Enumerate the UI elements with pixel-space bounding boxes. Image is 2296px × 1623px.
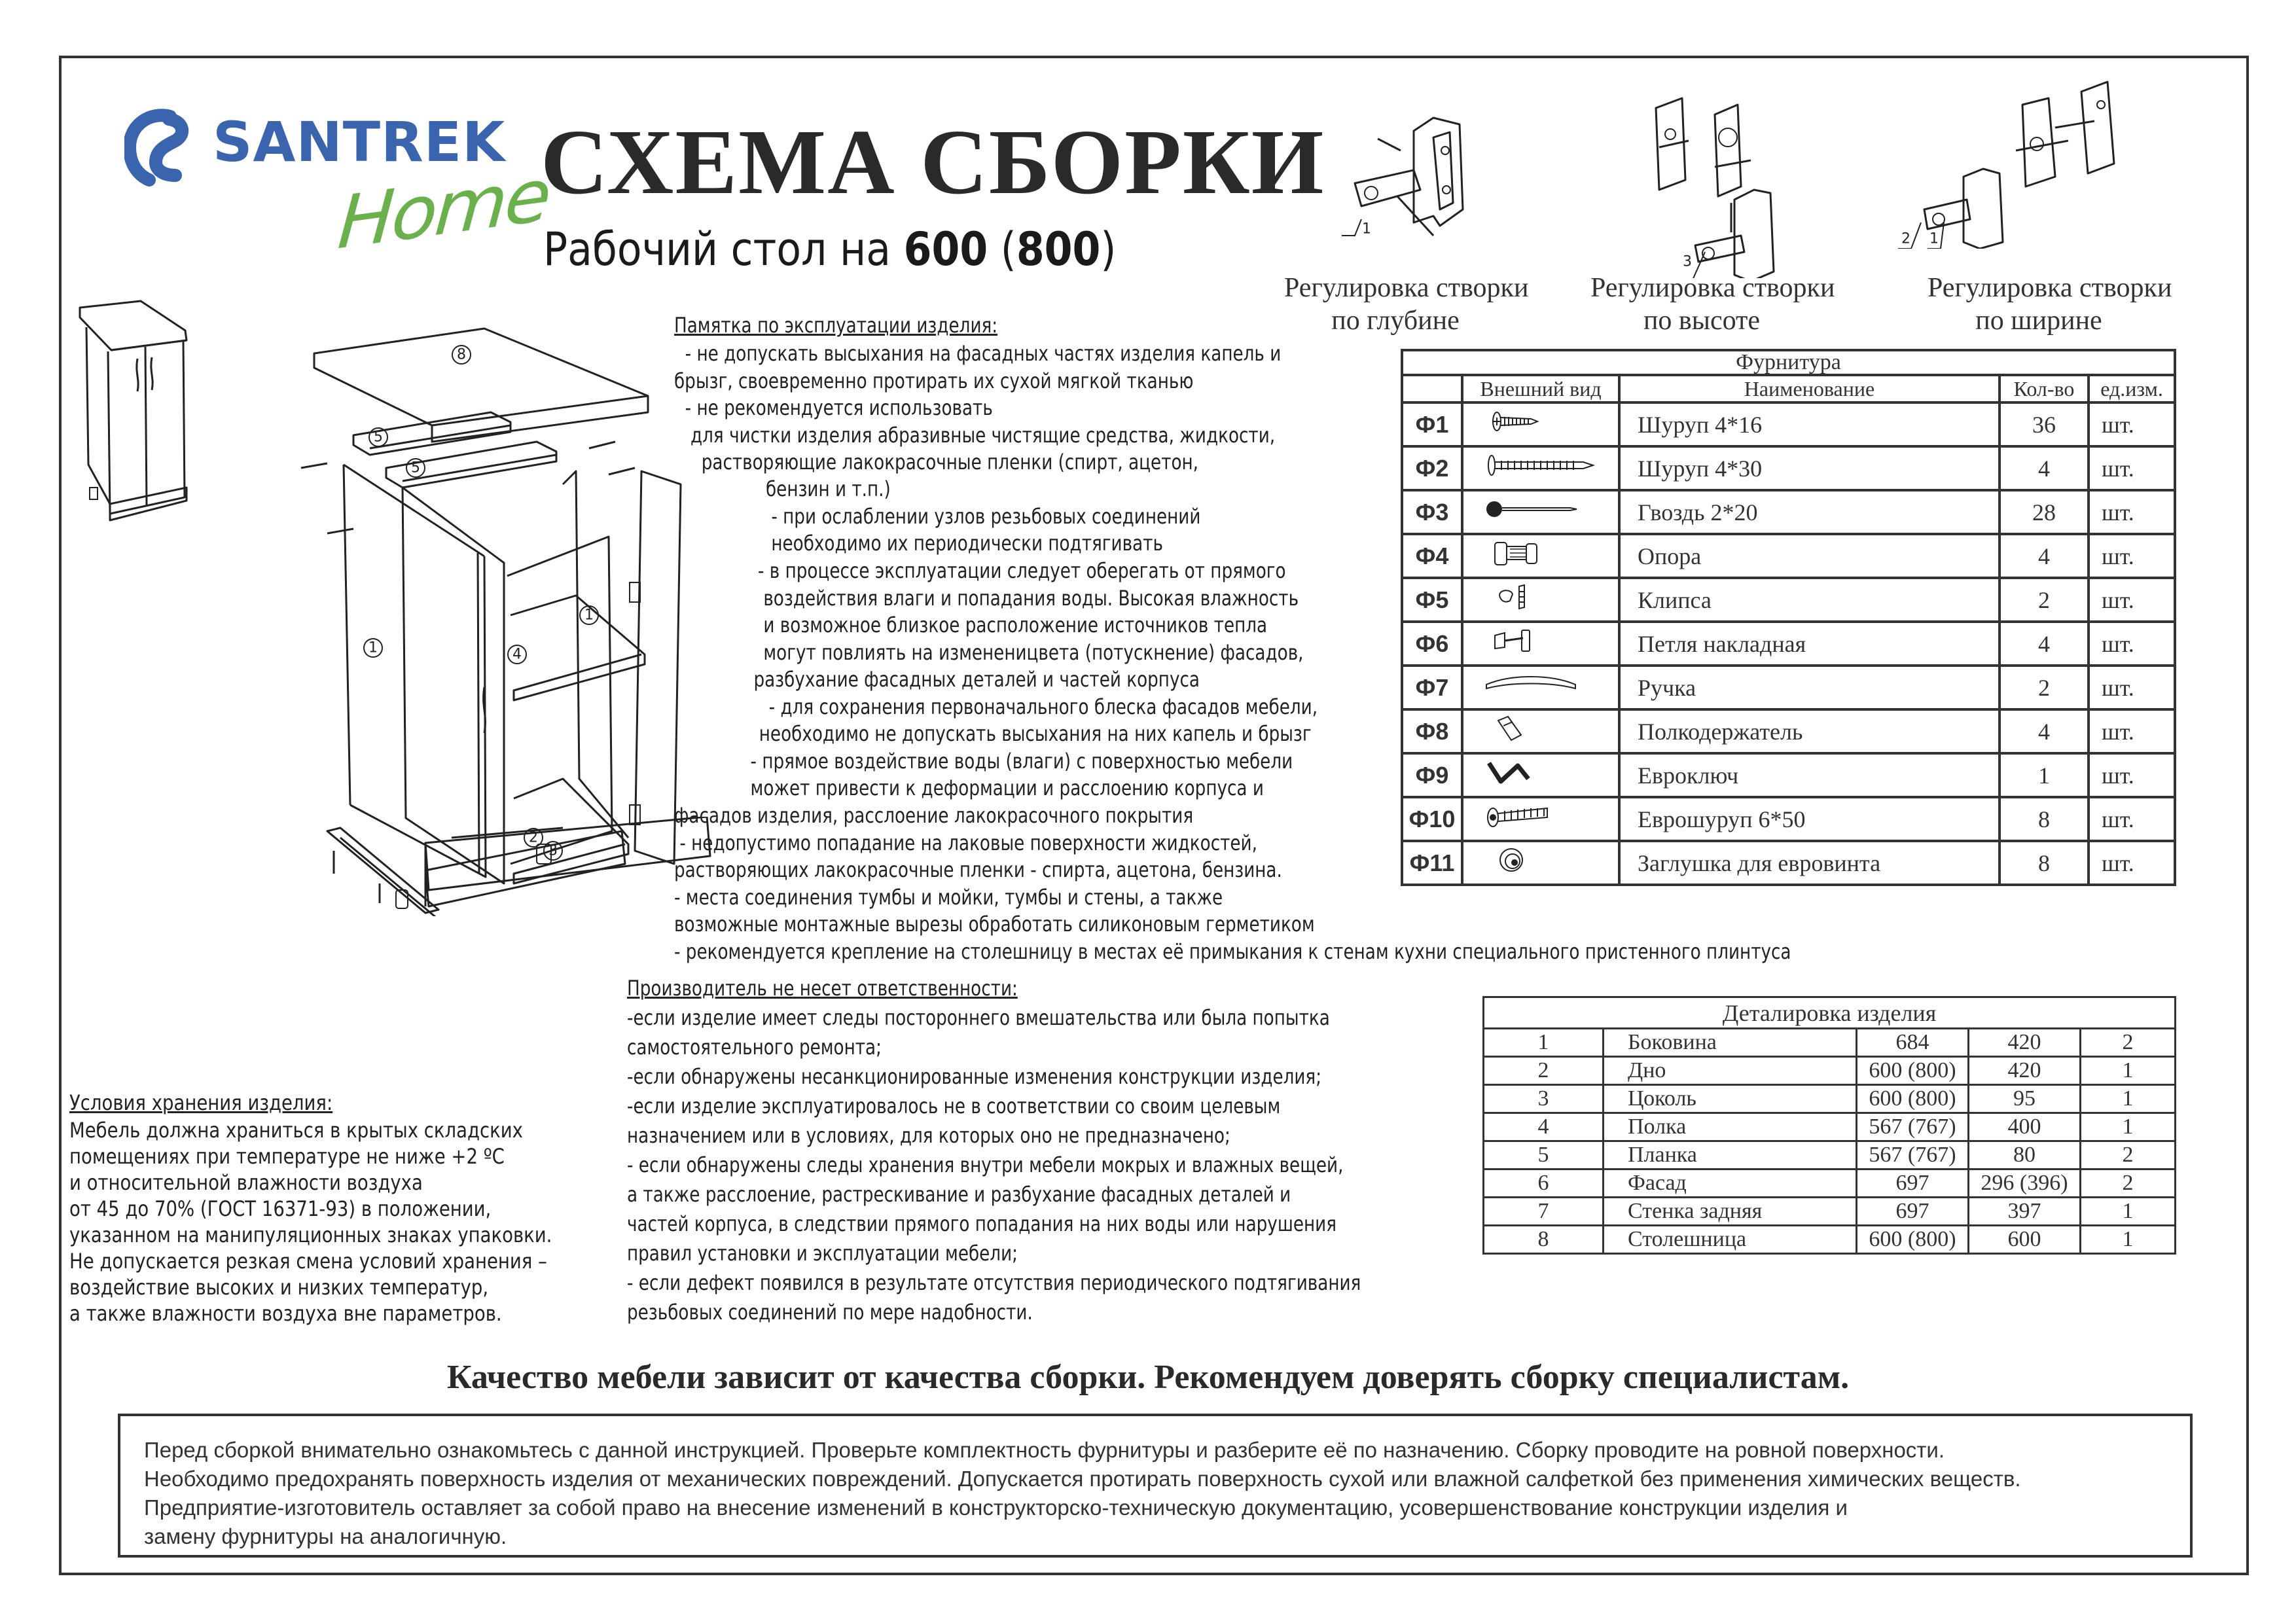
part-label-1a: 1 (368, 639, 378, 656)
fitting-code: Ф2 (1402, 446, 1462, 490)
part-length: 567 (767) (1857, 1113, 1969, 1141)
part-count: 1 (2081, 1198, 2176, 1226)
part-label-5a: 5 (374, 429, 383, 446)
part-length: 697 (1857, 1169, 1969, 1198)
parts-row (1484, 1169, 2176, 1198)
part-count: 1 (2081, 1057, 2176, 1085)
fitting-qty: 4 (2000, 446, 2089, 490)
fitting-image (1462, 753, 1619, 797)
fitting-code: Ф9 (1402, 753, 1462, 797)
plinth-panel-drawing (419, 817, 713, 895)
fitting-image (1462, 622, 1619, 666)
screw-cap-icon (1485, 847, 1596, 873)
hinge-width-caption-line2: по ширине (1975, 306, 2102, 336)
storage-lines (69, 1117, 552, 1327)
fitting-qty: 4 (2000, 534, 2089, 578)
care-memo-line: воздействия влаги и попадания воды. Высокая влажность (758, 585, 1299, 611)
fitting-qty: 4 (2000, 622, 2089, 666)
care-memo-line: фасадов изделия, расслоение лакокрасочного покрытия (674, 803, 1194, 828)
fitting-name: Евроключ (1619, 753, 2000, 797)
fitting-image (1462, 490, 1619, 534)
clip-icon (1485, 584, 1596, 610)
hinge-height-caption-line1: Регулировка створки (1590, 273, 1835, 303)
assembly-notice-box (118, 1414, 2193, 1558)
liability-line: а также расслоение, растрескивание и разбухание фасадных деталей и (627, 1182, 1291, 1207)
storage-line: Не допускается резкая смена условий хранения – (69, 1249, 547, 1274)
part-name: Столешница (1604, 1226, 1857, 1254)
storage-line: указанном на манипуляционных знаках упаковки. (69, 1222, 552, 1247)
part-length: 697 (1857, 1198, 1969, 1226)
hinge-height-caption (1590, 272, 1835, 337)
fittings-row (1402, 622, 2175, 666)
care-memo-line: - не рекомендуется использовать (674, 395, 993, 420)
parts-caption: Деталировка изделия (1484, 997, 2176, 1029)
leg-support-icon (1485, 540, 1596, 566)
fitting-code: Ф10 (1402, 797, 1462, 841)
fittings-row (1402, 446, 2175, 490)
part-name: Дно (1604, 1057, 1857, 1085)
part-width: 420 (1969, 1029, 2081, 1057)
fitting-qty: 1 (2000, 753, 2089, 797)
assembly-notice-text (144, 1436, 2021, 1551)
fitting-unit: шт. (2089, 841, 2175, 885)
fittings-header-unit: ед.изм. (2089, 375, 2175, 402)
care-memo-line: растворяющих лакокрасочные пленки - спирта, ацетона, бензина. (674, 857, 1282, 882)
care-memo-line: - не допускать высыхания на фасадных частях изделия капель и (674, 341, 1282, 366)
liability-line: - если дефект появился в результате отсутствия периодического подтягивания (627, 1270, 1361, 1295)
care-memo-line: необходимо не допускать высыхания на них капель и брызг (753, 721, 1312, 746)
part-width: 397 (1969, 1198, 2081, 1226)
care-memo-line: брызг, своевременно протирать их сухой мягкой тканью (674, 368, 1194, 393)
fitting-image (1462, 709, 1619, 753)
fittings-row (1402, 402, 2175, 446)
fitting-name: Шуруп 4*16 (1619, 402, 2000, 446)
part-name: Боковина (1604, 1029, 1857, 1057)
storage-line: а также влажности воздуха вне параметров. (69, 1301, 502, 1326)
fitting-name: Опора (1619, 534, 2000, 578)
fittings-row (1402, 490, 2175, 534)
part-number: 7 (1484, 1198, 1604, 1226)
parts-row (1484, 1113, 2176, 1141)
part-count: 1 (2081, 1226, 2176, 1254)
subtitle-close: ) (1100, 223, 1117, 276)
part-label-2: 2 (529, 829, 538, 846)
parts-table (1482, 996, 2176, 1255)
notice-line: Необходимо предохранять поверхность изделия от механических повреждений. Допускается протирать поверхность сухой или влажной салфеткой без применения химических веществ. (144, 1467, 2021, 1491)
part-label-5b: 5 (411, 459, 420, 476)
liability-line: -если обнаружены несанкционированные изменения конструкции изделия; (627, 1064, 1322, 1089)
assembled-cabinet-illustration (72, 288, 295, 550)
fitting-qty: 2 (2000, 666, 2089, 709)
part-length: 600 (800) (1857, 1057, 1969, 1085)
hinge-height-illustration (1636, 88, 1852, 278)
fitting-code: Ф6 (1402, 622, 1462, 666)
notice-line: Перед сборкой внимательно ознакомьтесь с данной инструкцией. Проверьте комплектность фурнитуры и разберите её по назначению. Сборку проводите на ровной поверхности. (144, 1438, 1945, 1462)
fitting-unit: шт. (2089, 709, 2175, 753)
fittings-row (1402, 841, 2175, 885)
fitting-unit: шт. (2089, 753, 2175, 797)
fitting-name: Клипса (1619, 578, 2000, 622)
liability-line: - если обнаружены следы хранения внутри мебели мокрых и влажных вещей, (627, 1152, 1344, 1177)
part-name: Стенка задняя (1604, 1198, 1857, 1226)
part-number: 5 (1484, 1141, 1604, 1169)
part-count: 2 (2081, 1029, 2176, 1057)
care-memo-line: может привести к деформации и расслоению корпуса и (750, 776, 1264, 800)
storage-line: Мебель должна храниться в крытых складских (69, 1118, 523, 1143)
parts-row (1484, 1029, 2176, 1057)
part-label-3: 3 (548, 842, 558, 859)
fitting-qty: 2 (2000, 578, 2089, 622)
screw-short-icon (1485, 408, 1596, 435)
parts-row (1484, 1198, 2176, 1226)
fitting-image (1462, 534, 1619, 578)
fittings-row (1402, 709, 2175, 753)
brand-logo (118, 105, 552, 266)
liability-line: -если изделие эксплуатировалось не в соответствии со своим целевым (627, 1094, 1281, 1118)
fitting-qty: 4 (2000, 709, 2089, 753)
care-memo-heading: Памятка по эксплуатации изделия: (674, 313, 998, 338)
fitting-unit: шт. (2089, 446, 2175, 490)
fitting-code: Ф1 (1402, 402, 1462, 446)
part-length: 600 (800) (1857, 1085, 1969, 1113)
fitting-code: Ф3 (1402, 490, 1462, 534)
part-number: 6 (1484, 1169, 1604, 1198)
fittings-header-qty: Кол-во (2000, 375, 2089, 402)
part-number: 2 (1484, 1057, 1604, 1085)
hinge-depth-illustration (1335, 85, 1492, 255)
plinth-panel (419, 817, 713, 895)
liability-line: частей корпуса, в следствии прямого попадания на них воды или нарушения (627, 1211, 1336, 1236)
fittings-caption: Фурнитура (1402, 350, 2175, 375)
part-width: 296 (396) (1969, 1169, 2081, 1198)
care-memo (674, 312, 997, 340)
liability-line: резьбовых соединений по мере надобности. (627, 1300, 1033, 1325)
part-length: 600 (800) (1857, 1226, 1969, 1254)
fitting-image (1462, 446, 1619, 490)
part-name: Планка (1604, 1141, 1857, 1169)
fitting-name: Петля накладная (1619, 622, 2000, 666)
subtitle-size: 600 (903, 223, 988, 276)
parts-row (1484, 1057, 2176, 1085)
hinge-width-caption (1928, 272, 2172, 337)
care-memo-line: - при ослаблении узлов резьбовых соединений (766, 503, 1201, 529)
liability-line: назначением или в условиях, для которых оно не предназначено; (627, 1123, 1230, 1148)
fitting-unit: шт. (2089, 490, 2175, 534)
liability-heading: Производитель не несет ответственности: (627, 976, 1018, 1001)
storage-line: воздействие высоких и низких температур, (69, 1275, 489, 1300)
fitting-unit: шт. (2089, 797, 2175, 841)
part-width: 600 (1969, 1226, 2081, 1254)
fittings-row (1402, 797, 2175, 841)
part-count: 2 (2081, 1141, 2176, 1169)
part-number: 3 (1484, 1085, 1604, 1113)
fitting-qty: 36 (2000, 402, 2089, 446)
part-width: 80 (1969, 1141, 2081, 1169)
fitting-image (1462, 797, 1619, 841)
fitting-unit: шт. (2089, 622, 2175, 666)
fittings-row (1402, 666, 2175, 709)
fitting-qty: 8 (2000, 841, 2089, 885)
hex-key-icon (1485, 759, 1596, 785)
screw-long-icon (1485, 452, 1596, 478)
hinge-height-caption-line2: по высоте (1643, 306, 1761, 336)
storage-line: от 45 до 70% (ГОСТ 16371-93) в положении, (69, 1196, 492, 1221)
product-subtitle (543, 223, 1116, 276)
fitting-name: Гвоздь 2*20 (1619, 490, 2000, 534)
fitting-image (1462, 578, 1619, 622)
care-memo-lines-a (674, 340, 1281, 476)
nail-icon (1485, 496, 1596, 522)
liability-line: правил установки и эксплуатации мебели; (627, 1241, 1018, 1266)
care-memo-line: и возможное близкое расположение источников тепла (758, 613, 1268, 637)
part-count: 2 (2081, 1169, 2176, 1198)
subtitle-prefix: Рабочий стол на (543, 223, 904, 276)
hinge-depth-caption-line2: по глубине (1331, 306, 1460, 336)
notice-line: замену фурнитуры на аналогичную. (144, 1524, 507, 1548)
fittings-row (1402, 578, 2175, 622)
care-memo-line: - в процессе эксплуатации следует оберегать от прямого (758, 558, 1286, 583)
storage-section (69, 1090, 552, 1327)
subtitle-open: ( (988, 223, 1016, 276)
fittings-header-name: Наименование (1619, 375, 2000, 402)
part-label-1b: 1 (584, 607, 594, 624)
parts-row (1484, 1226, 2176, 1254)
page-title: СХЕМА СБОРКИ (541, 110, 1325, 213)
part-label-8: 8 (457, 346, 466, 363)
care-memo-line: возможные монтажные вырезы обработать силиконовым герметиком (674, 912, 1315, 936)
brand-sub: Home (335, 152, 552, 266)
fitting-code: Ф4 (1402, 534, 1462, 578)
part-label-4: 4 (512, 646, 522, 663)
part-length: 567 (767) (1857, 1141, 1969, 1169)
fitting-name: Шуруп 4*30 (1619, 446, 2000, 490)
confirmat-screw-icon (1485, 803, 1596, 829)
part-name: Цоколь (1604, 1085, 1857, 1113)
hinge-width-marker-1: 1 (1929, 230, 1939, 247)
fittings-header-code (1402, 375, 1462, 402)
fitting-code: Ф5 (1402, 578, 1462, 622)
fittings-row (1402, 753, 2175, 797)
part-number: 1 (1484, 1029, 1604, 1057)
part-width: 95 (1969, 1085, 2081, 1113)
hinge-width-illustration (1892, 65, 2153, 249)
care-memo-line: - прямое воздействие воды (влаги) с поверхностью мебели (750, 748, 1293, 774)
quality-statement: Качество мебели зависит от качества сборки. Рекомендуем доверять сборку специалистам. (446, 1359, 1850, 1396)
care-memo-line: - места соединения тумбы и мойки, тумбы и стены, а также (674, 884, 1223, 910)
hinge-depth-caption-line1: Регулировка створки (1284, 273, 1529, 303)
part-count: 1 (2081, 1085, 2176, 1113)
fitting-qty: 8 (2000, 797, 2089, 841)
subtitle-alt-size: 800 (1016, 223, 1101, 276)
storage-line: помещениях при температуре не ниже +2 ºС (69, 1144, 505, 1169)
part-width: 420 (1969, 1057, 2081, 1085)
care-memo-line: растворяющие лакокрасочные пленки (спирт, ацетон, (674, 450, 1199, 474)
fittings-header-appearance: Внешний вид (1462, 375, 1619, 402)
fitting-name: Ручка (1619, 666, 2000, 709)
fitting-name: Еврошуруп 6*50 (1619, 797, 2000, 841)
care-memo-line: разбухание фасадных деталей и частей корпуса (753, 667, 1200, 692)
fitting-code: Ф8 (1402, 709, 1462, 753)
shelf-pin-icon (1485, 715, 1596, 741)
fitting-code: Ф7 (1402, 666, 1462, 709)
part-name: Полка (1604, 1113, 1857, 1141)
care-memo-line: необходимо их периодически подтягивать (766, 531, 1163, 556)
part-length: 684 (1857, 1029, 1969, 1057)
notice-line: Предприятие-изготовитель оставляет за собой право на внесение изменений в конструкторско-техническую документацию, усовершенствование конструкции изделия и (144, 1495, 1848, 1520)
parts-row (1484, 1085, 2176, 1113)
fitting-name: Заглушка для евровинта (1619, 841, 2000, 885)
fitting-unit: шт. (2089, 578, 2175, 622)
hinge-height-marker: 3 (1683, 253, 1692, 270)
fitting-unit: шт. (2089, 534, 2175, 578)
hinge-depth-caption (1284, 272, 1529, 337)
liability-section (627, 974, 1361, 1327)
hinge-width-marker-2: 2 (1901, 230, 1910, 247)
storage-heading: Условия хранения изделия: (69, 1090, 333, 1115)
care-memo-line: могут повлиять на измененицвета (потускнение) фасадов, (758, 639, 1304, 665)
part-number: 8 (1484, 1226, 1604, 1254)
fitting-image (1462, 402, 1619, 446)
santrek-logo-icon (124, 105, 196, 190)
parts-row (1484, 1141, 2176, 1169)
fitting-unit: шт. (2089, 402, 2175, 446)
care-memo-line: бензин и т.п.) (766, 476, 891, 501)
care-memo-lines-c (750, 558, 1318, 802)
liability-line: самостоятельного ремонта; (627, 1035, 882, 1060)
care-memo-line: - рекомендуется крепление на столешницу в местах её примыкания к стенам кухни специального пристенного плинтуса (674, 938, 1791, 964)
care-memo-line: - недопустимо попадание на лаковые поверхности жидкостей, (674, 830, 1257, 855)
fitting-image (1462, 841, 1619, 885)
fitting-name: Полкодержатель (1619, 709, 2000, 753)
storage-line: и относительной влажности воздуха (69, 1170, 423, 1195)
liability-line: -если изделие имеет следы постороннего вмешательства или была попытка (627, 1005, 1330, 1030)
fitting-unit: шт. (2089, 666, 2175, 709)
part-count: 1 (2081, 1113, 2176, 1141)
fitting-code: Ф11 (1402, 841, 1462, 885)
fitting-image (1462, 666, 1619, 709)
care-memo-line: - для сохранения первоначального блеска фасадов мебели, (758, 694, 1318, 719)
brand-name: SANTREK (213, 110, 506, 174)
part-width: 400 (1969, 1113, 2081, 1141)
handle-icon (1485, 671, 1596, 698)
part-number: 4 (1484, 1113, 1604, 1141)
hinge-width-caption-line1: Регулировка створки (1928, 273, 2172, 303)
fittings-table (1401, 349, 2176, 886)
fittings-row (1402, 534, 2175, 578)
part-name: Фасад (1604, 1169, 1857, 1198)
hinge-icon (1485, 628, 1596, 654)
fitting-qty: 28 (2000, 490, 2089, 534)
liability-lines (627, 1003, 1361, 1327)
care-memo-lines-b (766, 476, 1200, 558)
care-memo-line: для чистки изделия абразивные чистящие средства, жидкости, (674, 422, 1276, 448)
hinge-depth-marker: 1 (1362, 221, 1371, 238)
